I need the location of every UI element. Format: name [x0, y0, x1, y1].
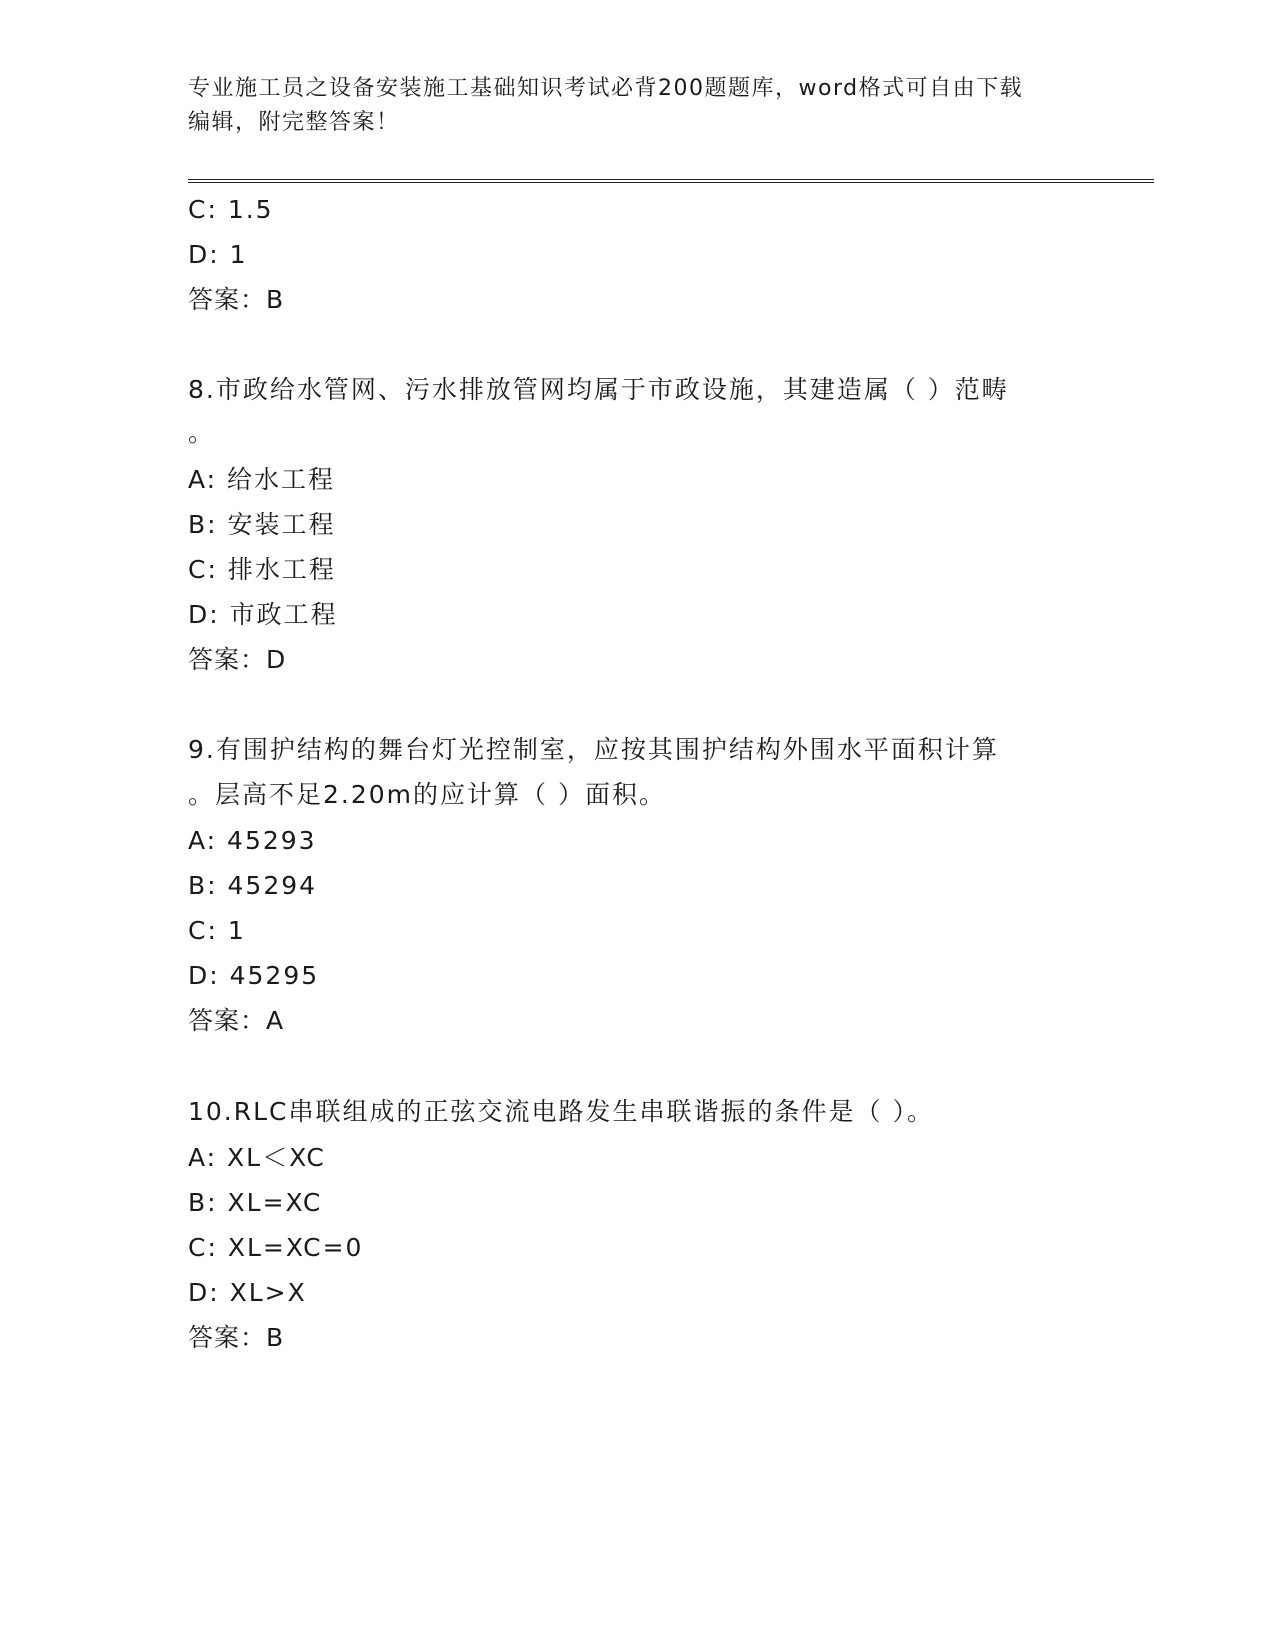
- q8-answer: 答案：D: [188, 645, 287, 674]
- q8-option-c: C: 排水工程: [188, 555, 336, 584]
- q7-option-d: D: 1: [188, 240, 248, 269]
- q7-answer: 答案：B: [188, 285, 285, 314]
- q8-option-b: B: 安装工程: [188, 510, 336, 539]
- q10-option-a: A: XL＜XC: [188, 1143, 326, 1172]
- q7-option-c: C: 1.5: [188, 195, 274, 224]
- q9-option-b: B: 45294: [188, 871, 318, 900]
- q10-option-b: B: XL=XC: [188, 1188, 323, 1217]
- q9-option-a: A: 45293: [188, 826, 317, 855]
- q10-option-d: D: XL>X: [188, 1278, 307, 1307]
- header-divider: [188, 179, 1154, 183]
- q10-stem-line-1: 10.RLC串联组成的正弦交流电路发生串联谐振的条件是（ ）。: [188, 1097, 934, 1126]
- document-header: [188, 72, 1088, 140]
- q9-stem-line-1: 9.有围护结构的舞台灯光控制室，应按其围护结构外围水平面积计算: [188, 735, 999, 764]
- q8-stem-line-1: 8.市政给水管网、污水排放管网均属于市政设施，其建造属（ ）范畴: [188, 375, 1009, 404]
- q8-option-a: A: 给水工程: [188, 465, 336, 494]
- header-title-line-1: 专业施工员之设备安装施工基础知识考试必背200题题库，word格式可自由下载: [188, 76, 1024, 101]
- q9-stem-line-2: 。层高不足2.20m的应计算（ ）面积。: [188, 780, 666, 809]
- header-title-line-2: 编辑，附完整答案！: [188, 110, 400, 135]
- q10-option-c: C: XL=XC=0: [188, 1233, 364, 1262]
- q9-option-c: C: 1: [188, 916, 246, 945]
- q9-option-d: D: 45295: [188, 961, 320, 990]
- q8-stem-line-2: 。: [188, 418, 216, 447]
- q8-option-d: D: 市政工程: [188, 600, 338, 629]
- q9-answer: 答案：A: [188, 1006, 285, 1035]
- q10-answer: 答案：B: [188, 1323, 285, 1352]
